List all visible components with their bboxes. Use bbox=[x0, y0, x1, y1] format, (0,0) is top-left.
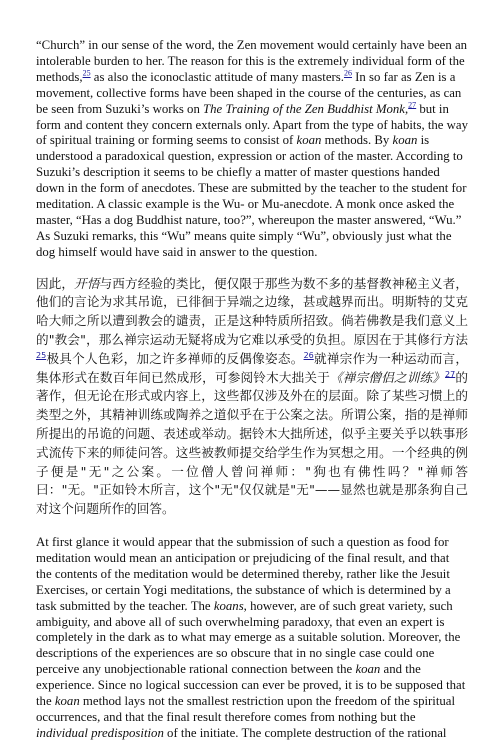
satori-term: 开悟 bbox=[74, 275, 100, 291]
text-run: 与西方经验的类比，便仅限于那些为数不多的基督教神秘主义者，他们的言论为求其吊诡，已徘徊于异端之边缘，甚或越界而出。明斯特的艾克哈大师之所以遭到教会的谴责，正是这种特质所招致。倘若佛教是我们意义上的"教会"，那么禅宗运动无疑将成为它难以承受的负担。原因在于其修行方法 bbox=[36, 275, 469, 348]
text-run: methods. By bbox=[321, 133, 393, 148]
koan-term: koan bbox=[392, 133, 418, 148]
koan-term: koan bbox=[296, 133, 322, 148]
footnote-link-26[interactable]: 26 bbox=[303, 350, 314, 360]
text-run: of the initiate. The complete destruction of the rational bbox=[163, 725, 447, 740]
text-run: 极具个人色彩，加之许多禅师的反偶像姿态。 bbox=[46, 350, 304, 366]
text-run: 就禅宗作为一种运动而言，集体形式在数百年间已然成形，可参阅铃木大拙关于 bbox=[36, 350, 469, 385]
text-run: “Church” in our sense of the word, the Zen movement would certainly have been an intolerable burden to her. The reason for this is the extremely individual form of the methods, bbox=[36, 38, 468, 84]
english-paragraph-2 bbox=[36, 535, 468, 742]
footnote-link-25[interactable]: 25 bbox=[82, 68, 91, 78]
footnote-link-27[interactable]: 27 bbox=[408, 100, 417, 110]
text-run: In so far as Zen is a movement, collective forms have been shaped in the course of the centuries, as can be seen from Suzuki’s works on bbox=[36, 69, 462, 116]
english-paragraph-1 bbox=[36, 38, 468, 261]
text-run: , bbox=[404, 101, 409, 116]
text-run: , however, are of such great variety, such ambiguity, and above all of such overwhelming paradoxy, that even an expert is completely in the dark as to what may emerge as a suitable solution. Moreover, the descriptions of the experiences are so obscure that in no single case could one perceive any unobjectionable rational connection between the bbox=[36, 598, 461, 677]
individual-predisposition-term: individual predisposition bbox=[36, 725, 164, 740]
koans-term: koans bbox=[213, 598, 244, 613]
chinese-paragraph bbox=[36, 275, 468, 519]
book-title: 《禅宗僧侣之训练》 bbox=[330, 369, 446, 385]
text-run: but in form and content they concern externals only. Apart from the type of habits, the way of spiritual training or forming seems to consist of bbox=[36, 101, 468, 148]
text-run: as also the iconoclastic attitude of many masters. bbox=[90, 69, 344, 84]
text-run: is understood a paradoxical question, expression or action of the master. According to Suzuki’s description it seems to be chiefly a matter of master questions handed down in the form of anecdotes. These are submitted by the teacher to the student for meditation. A classic example is the Wu- or Mu-anecdote. A monk once asked the master, “Has a dog Buddhist nature, too?”, whereupon the master answered, “Wu.” As Suzuki remarks, this “Wu” means quite simply “Wu”, obviously just what the dog himself would have said in answer to the question. bbox=[36, 133, 467, 259]
document-page bbox=[36, 38, 468, 742]
book-title: The Training of the Zen Buddhist Monk bbox=[203, 101, 405, 116]
text-run: 因此， bbox=[36, 275, 75, 291]
footnote-link-25[interactable]: 25 bbox=[36, 350, 47, 360]
text-run: 的著作，但无论在形式或内容上，这些都仅涉及外在的层面。除了某些习惯上的类型之外，其精神训练或陶养之道似乎在于公案之法。所谓公案，指的是禅师所提出的吊诡的问题、表述或举动。据铃木大拙所述，似乎主要关乎以轶事形式流传下来的师徒问答。这些被教师提交给学生作为冥想之用。一个经典的例子便是"无"之公案。一位僧人曾问禅师："狗也有佛性吗？"禅师答曰："无。"正如铃木所言，这个"无"仅仅就是"无"——显然也就是那条狗自己对这个问题所作的回答。 bbox=[36, 369, 469, 517]
text-run: method lays not the smallest restriction upon the freedom of the spiritual occurrences, and that the final result therefore comes from nothing but the bbox=[36, 694, 456, 725]
text-run: At first glance it would appear that the submission of such a question as food for meditation would mean an anticipation or prejudicing of the final result, and that the contents of the meditation would be determined thereby, rather like the Jesuit Exercises, or certain Yogi meditations, the substance of which is determined by a task submitted by the teacher. The bbox=[36, 535, 451, 613]
koan-term: koan bbox=[54, 694, 80, 709]
footnote-link-27[interactable]: 27 bbox=[445, 369, 456, 379]
koan-term: koan bbox=[355, 662, 381, 677]
footnote-link-26[interactable]: 26 bbox=[343, 68, 352, 78]
text-run: and the experience. Since no logical succession can ever be proved, it is to be supposed that the bbox=[36, 662, 466, 709]
